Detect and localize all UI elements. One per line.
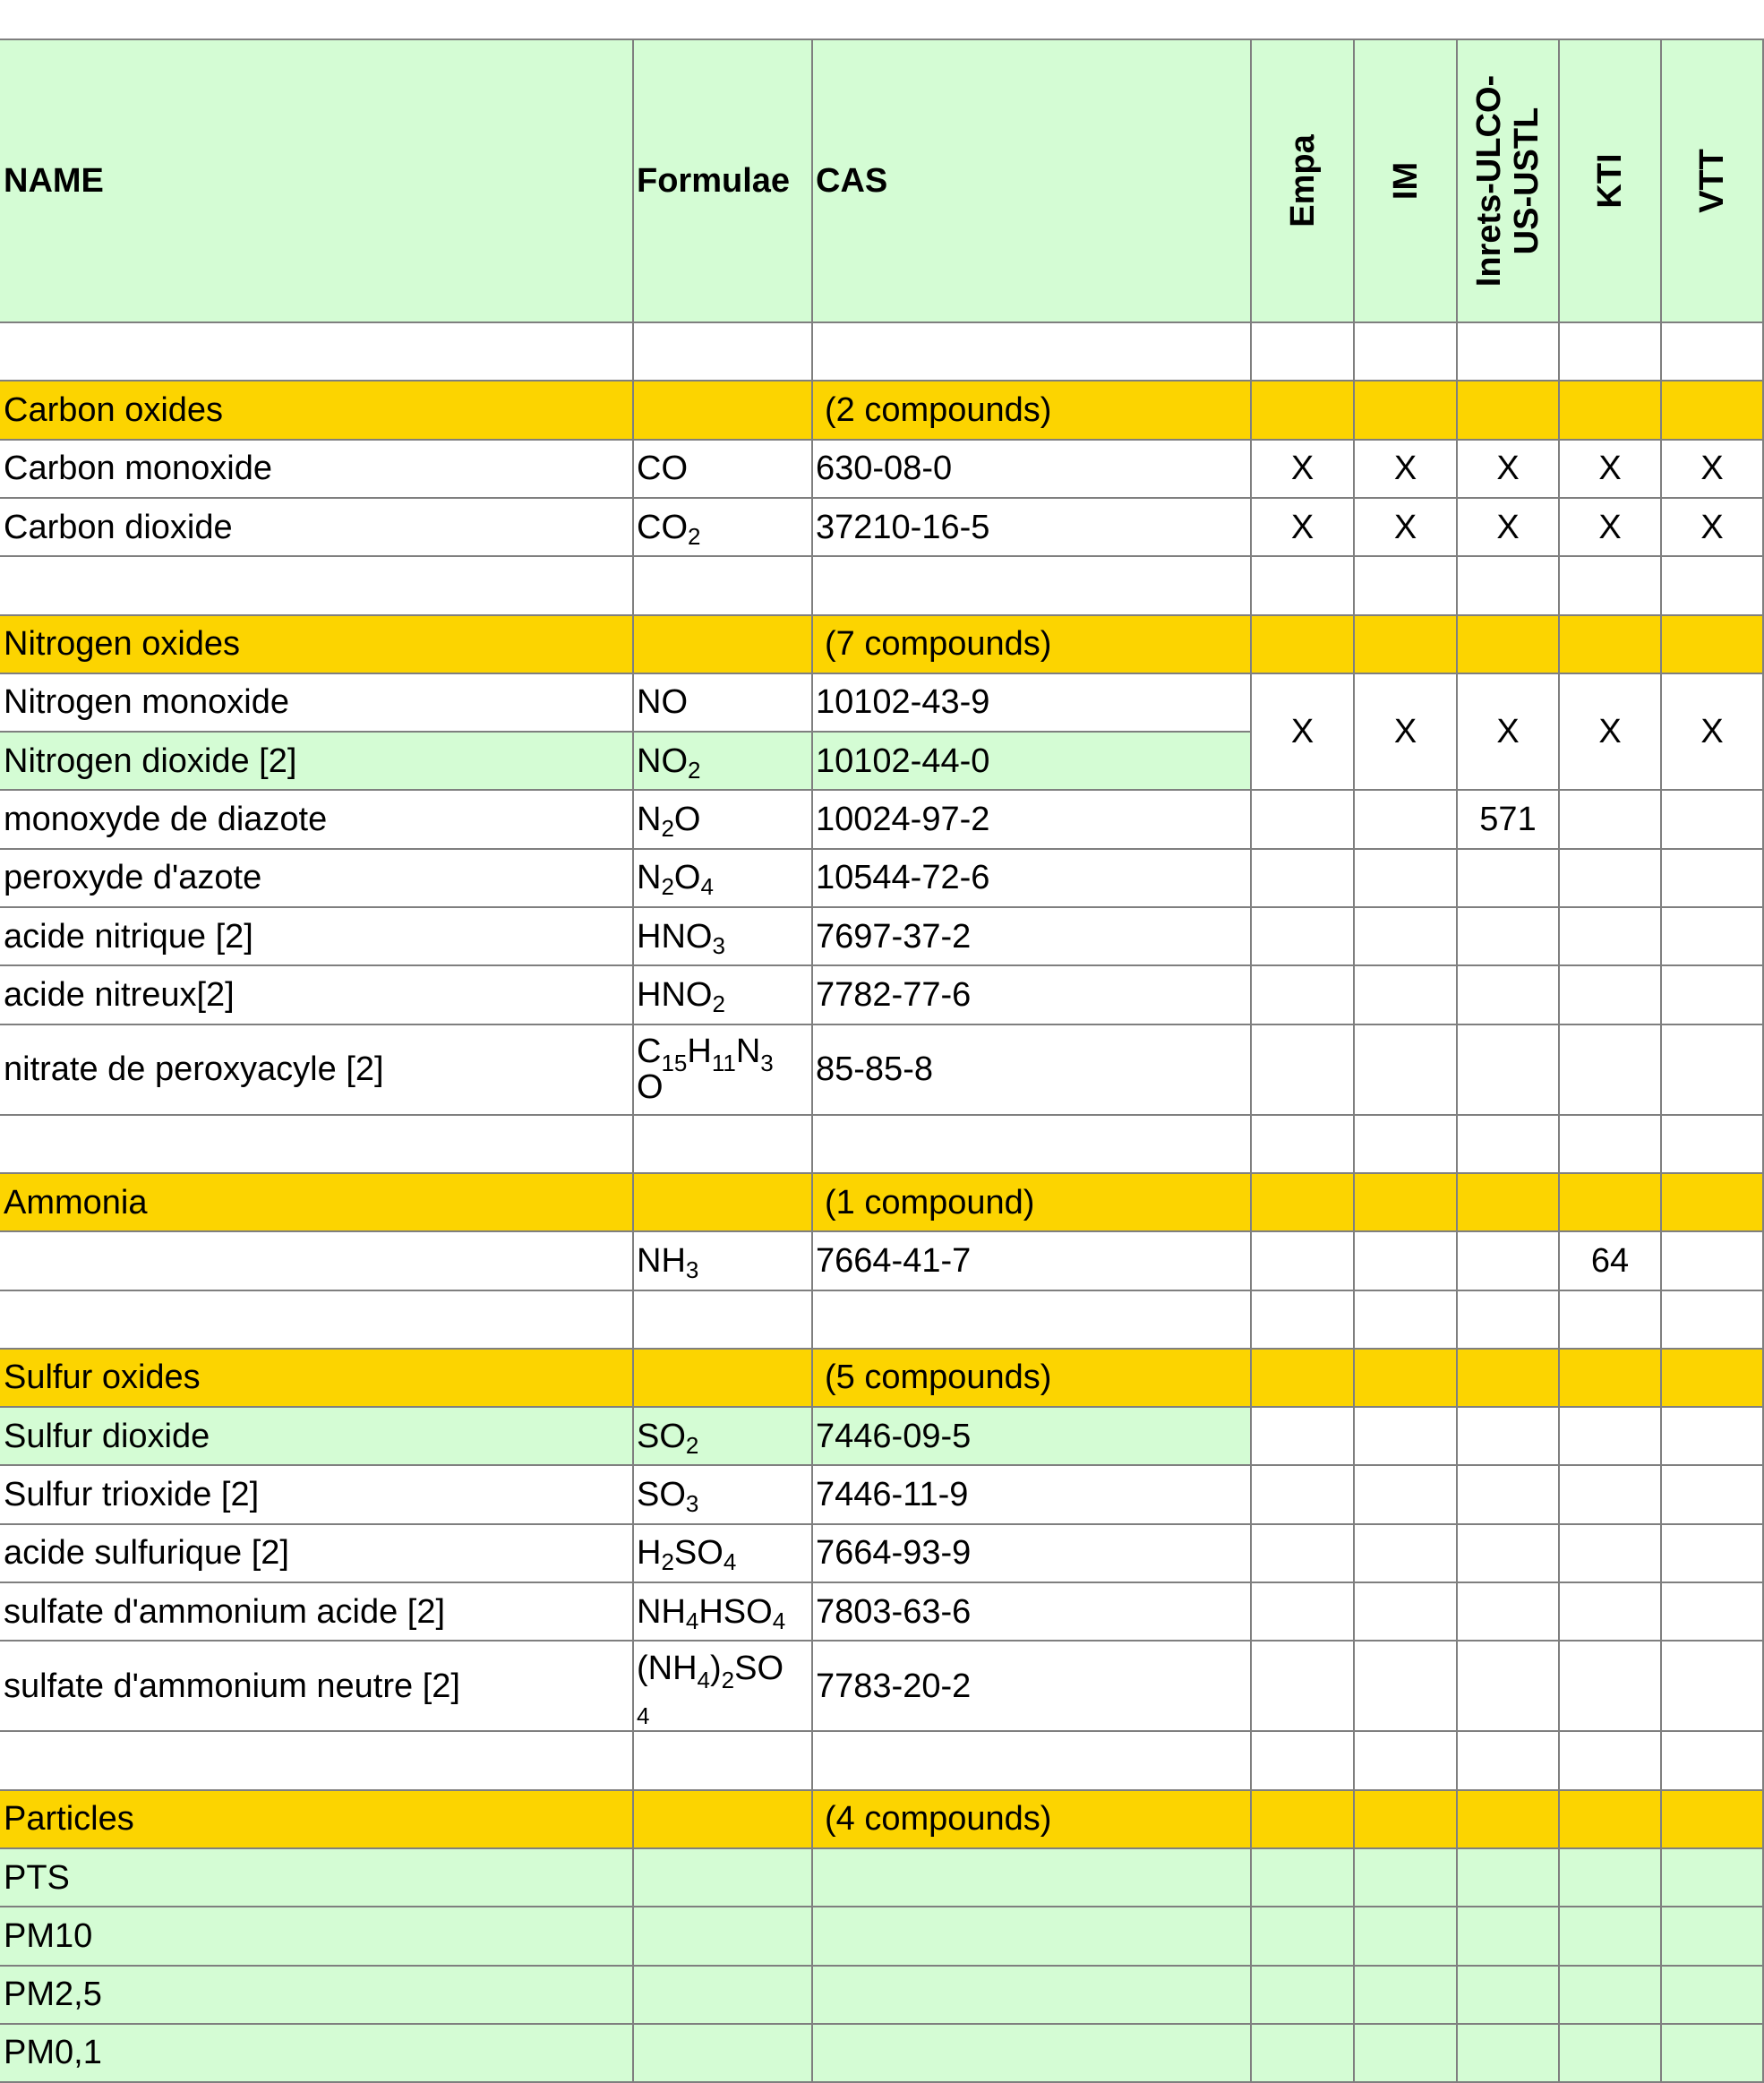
compound-name[interactable]: PM0,1 bbox=[4, 2034, 102, 2072]
compound-formula[interactable]: HNO $_2$ bbox=[637, 975, 725, 1017]
grid-line bbox=[0, 1114, 1764, 1116]
cas-number[interactable]: 7783-20-2 bbox=[816, 1667, 972, 1705]
lab-cell[interactable]: X bbox=[1393, 508, 1417, 546]
grid-line bbox=[0, 1582, 1764, 1583]
group-count[interactable]: (1 compound) bbox=[825, 1183, 1035, 1222]
grid-line bbox=[0, 906, 1764, 908]
grid-line bbox=[0, 439, 1764, 441]
grid-line bbox=[0, 673, 1764, 674]
grid-line bbox=[0, 1965, 1764, 1967]
formula-line: $(NH_4)_2SO$ bbox=[637, 1649, 784, 1693]
lab-cell[interactable]: X bbox=[1700, 508, 1724, 546]
compound-formula[interactable]: CO $_2$ bbox=[637, 508, 701, 550]
grid-line bbox=[0, 848, 1764, 850]
grid-line bbox=[1353, 39, 1355, 2082]
lab-cell[interactable]: X bbox=[1496, 450, 1520, 488]
lab-cell[interactable]: X bbox=[1598, 508, 1622, 546]
cas-number[interactable]: 10102-44-0 bbox=[816, 741, 990, 780]
cas-number[interactable]: 10024-97-2 bbox=[816, 801, 990, 839]
cas-number[interactable]: 7664-93-9 bbox=[816, 1534, 972, 1573]
lab-cell-merged[interactable]: X bbox=[1496, 713, 1520, 751]
grid-line bbox=[0, 39, 1764, 40]
compound-name[interactable]: Sulfur dioxide bbox=[4, 1417, 210, 1455]
compound-name[interactable]: monoxyde de diazote bbox=[4, 801, 328, 839]
compound-formula[interactable] bbox=[633, 1907, 812, 1965]
grid-line bbox=[0, 1640, 1764, 1642]
column-header-lab-line: IM bbox=[1386, 161, 1425, 201]
grid-line bbox=[0, 380, 1764, 381]
column-header-formulae[interactable]: Formulae bbox=[637, 162, 791, 200]
grid-line bbox=[0, 555, 1764, 557]
cas-number[interactable]: 7446-11-9 bbox=[816, 1476, 969, 1514]
column-header-lab-line: VTT bbox=[1693, 149, 1731, 213]
grid-line bbox=[1250, 39, 1252, 2082]
compound-name[interactable]: Nitrogen dioxide [2] bbox=[4, 741, 297, 780]
lab-cell[interactable]: X bbox=[1393, 450, 1417, 488]
lab-cell-merged[interactable]: X bbox=[1290, 713, 1314, 751]
compound-name[interactable]: Carbon dioxide bbox=[4, 508, 233, 546]
lab-cell[interactable]: 571 bbox=[1479, 801, 1537, 839]
cas-number[interactable]: 85-85-8 bbox=[816, 1050, 933, 1089]
group-count[interactable]: (2 compounds) bbox=[825, 390, 1052, 429]
grid-line bbox=[0, 1406, 1764, 1408]
compound-formula[interactable]: SO $_3$ bbox=[637, 1476, 699, 1518]
compound-name[interactable]: PTS bbox=[4, 1858, 70, 1897]
group-name[interactable]: Ammonia bbox=[4, 1183, 148, 1222]
grid-line bbox=[0, 1230, 1764, 1232]
lab-cell[interactable]: X bbox=[1290, 450, 1314, 488]
grid-line bbox=[0, 614, 1764, 616]
compound-name[interactable]: PM10 bbox=[4, 1916, 93, 1955]
grid-line bbox=[0, 1730, 1764, 1732]
compound-name[interactable]: sulfate d'ammonium neutre [2] bbox=[4, 1667, 460, 1705]
compound-name[interactable]: peroxyde d'azote bbox=[4, 859, 262, 897]
compound-formula[interactable]: H $_2$ SO $_4$ bbox=[637, 1534, 737, 1576]
compound-formula[interactable]: NO $_2$ bbox=[637, 741, 701, 784]
column-header-name[interactable]: NAME bbox=[4, 162, 104, 200]
column-header-lab[interactable] bbox=[1470, 75, 1546, 287]
compound-formula[interactable] bbox=[633, 2024, 812, 2082]
lab-cell[interactable] bbox=[1354, 790, 1457, 848]
cas-number[interactable]: 7803-63-6 bbox=[816, 1592, 972, 1631]
grid-line bbox=[0, 731, 1251, 733]
grid-line bbox=[0, 321, 1764, 323]
lab-cell[interactable] bbox=[1457, 1231, 1559, 1290]
grid-line bbox=[0, 1906, 1764, 1907]
column-header-lab[interactable] bbox=[1693, 149, 1731, 213]
cas-number[interactable]: 7446-09-5 bbox=[816, 1417, 972, 1455]
column-header-lab-line: US-USTL bbox=[1508, 107, 1546, 255]
compound-formula[interactable] bbox=[633, 1024, 812, 1115]
cas-number[interactable]: 630-08-0 bbox=[816, 450, 953, 488]
grid-line bbox=[1558, 39, 1560, 2082]
grid-line bbox=[0, 1464, 1764, 1466]
compound-name[interactable]: acide nitrique [2] bbox=[4, 917, 253, 956]
column-header-lab[interactable] bbox=[1387, 162, 1425, 200]
lab-cell-merged[interactable]: X bbox=[1700, 713, 1724, 751]
lab-cell[interactable] bbox=[1354, 1231, 1457, 1290]
column-header-lab-line: Empa bbox=[1283, 134, 1322, 227]
column-header-lab-line: KTI bbox=[1591, 153, 1629, 209]
compound-name[interactable]: sulfate d'ammonium acide [2] bbox=[4, 1592, 446, 1631]
lab-cell[interactable]: X bbox=[1598, 450, 1622, 488]
compound-formula[interactable]: CO bbox=[637, 450, 688, 488]
grid-line bbox=[1456, 39, 1458, 2082]
group-count[interactable]: (5 compounds) bbox=[825, 1359, 1052, 1397]
column-header-lab-line: Inrets-ULCO- bbox=[1470, 74, 1508, 287]
column-header-lab[interactable] bbox=[1284, 134, 1322, 227]
lab-cell[interactable] bbox=[1661, 790, 1763, 848]
compound-name[interactable]: PM2,5 bbox=[4, 1976, 102, 2014]
grid-line bbox=[0, 1523, 1764, 1525]
column-header-cas[interactable]: CAS bbox=[816, 162, 888, 200]
compound-formula[interactable]: NH $_3$ bbox=[637, 1241, 699, 1283]
cas-number[interactable]: 7697-37-2 bbox=[816, 917, 972, 956]
group-name[interactable]: Sulfur oxides bbox=[4, 1359, 201, 1397]
lab-cell[interactable] bbox=[1251, 790, 1354, 848]
lab-cell-merged[interactable]: X bbox=[1598, 713, 1622, 751]
grid-line bbox=[0, 497, 1764, 499]
group-name[interactable]: Carbon oxides bbox=[4, 390, 224, 429]
grid-line bbox=[0, 1789, 1764, 1791]
compound-name[interactable]: acide sulfurique [2] bbox=[4, 1534, 289, 1573]
cas-number[interactable]: 7782-77-6 bbox=[816, 975, 972, 1014]
lab-cell[interactable]: X bbox=[1290, 508, 1314, 546]
lab-cell[interactable]: X bbox=[1700, 450, 1724, 488]
cas-number[interactable]: 7664-41-7 bbox=[816, 1241, 972, 1280]
compound-formula[interactable]: NH $_4$ HSO $_4$ bbox=[637, 1592, 786, 1634]
formula-line: $C_{15}H_{11}N_3$ bbox=[637, 1033, 774, 1077]
cas-number[interactable]: 37210-16-5 bbox=[816, 508, 990, 546]
lab-cell-merged[interactable]: X bbox=[1393, 713, 1417, 751]
lab-cell[interactable]: X bbox=[1496, 508, 1520, 546]
group-count[interactable]: (7 compounds) bbox=[825, 625, 1052, 664]
cas-number[interactable]: 10544-72-6 bbox=[816, 859, 990, 897]
cas-number[interactable]: 10102-43-9 bbox=[816, 683, 990, 722]
lab-cell[interactable]: 64 bbox=[1590, 1241, 1630, 1280]
grid-line bbox=[632, 39, 634, 2082]
group-count[interactable]: (4 compounds) bbox=[825, 1800, 1052, 1839]
compound-name[interactable]: Sulfur trioxide [2] bbox=[4, 1476, 260, 1514]
compound-formula[interactable] bbox=[633, 1641, 812, 1731]
grid-line bbox=[811, 39, 813, 2082]
compound-formula[interactable] bbox=[633, 1848, 812, 1907]
grid-line bbox=[0, 2023, 1764, 2025]
compound-name[interactable]: Nitrogen monoxide bbox=[4, 683, 289, 722]
grid-line bbox=[0, 1290, 1764, 1291]
compound-formula[interactable]: N $_2$ O bbox=[637, 801, 701, 843]
compound-formula[interactable]: NO bbox=[637, 683, 688, 722]
formula-line: 4 bbox=[637, 1702, 650, 1729]
compound-name[interactable]: nitrate de peroxyacyle [2] bbox=[4, 1050, 384, 1089]
compound-name[interactable]: Carbon monoxide bbox=[4, 450, 272, 488]
formula-line: O bbox=[637, 1068, 664, 1107]
group-name[interactable]: Particles bbox=[4, 1800, 134, 1839]
compound-formula[interactable] bbox=[633, 1966, 812, 2024]
lab-cell[interactable] bbox=[1661, 1231, 1763, 1290]
grid-line bbox=[0, 1024, 1764, 1025]
grid-line bbox=[1660, 39, 1662, 2082]
lab-cell[interactable] bbox=[1251, 1231, 1354, 1290]
compound-name[interactable] bbox=[0, 1231, 633, 1290]
compound-formula[interactable]: N $_2$ O $_4$ bbox=[637, 859, 714, 901]
compound-name[interactable]: acide nitreux[2] bbox=[4, 975, 235, 1014]
column-header-lab[interactable] bbox=[1591, 153, 1629, 208]
lab-cell[interactable] bbox=[1559, 790, 1661, 848]
grid-line bbox=[0, 1348, 1764, 1350]
compound-formula[interactable]: HNO $_3$ bbox=[637, 917, 725, 959]
grid-line bbox=[0, 964, 1764, 966]
compound-formula[interactable]: SO $_2$ bbox=[637, 1417, 699, 1459]
group-name[interactable]: Nitrogen oxides bbox=[4, 625, 241, 664]
grid-line bbox=[0, 1847, 1764, 1849]
grid-line bbox=[0, 1172, 1764, 1174]
grid-line bbox=[0, 789, 1764, 791]
